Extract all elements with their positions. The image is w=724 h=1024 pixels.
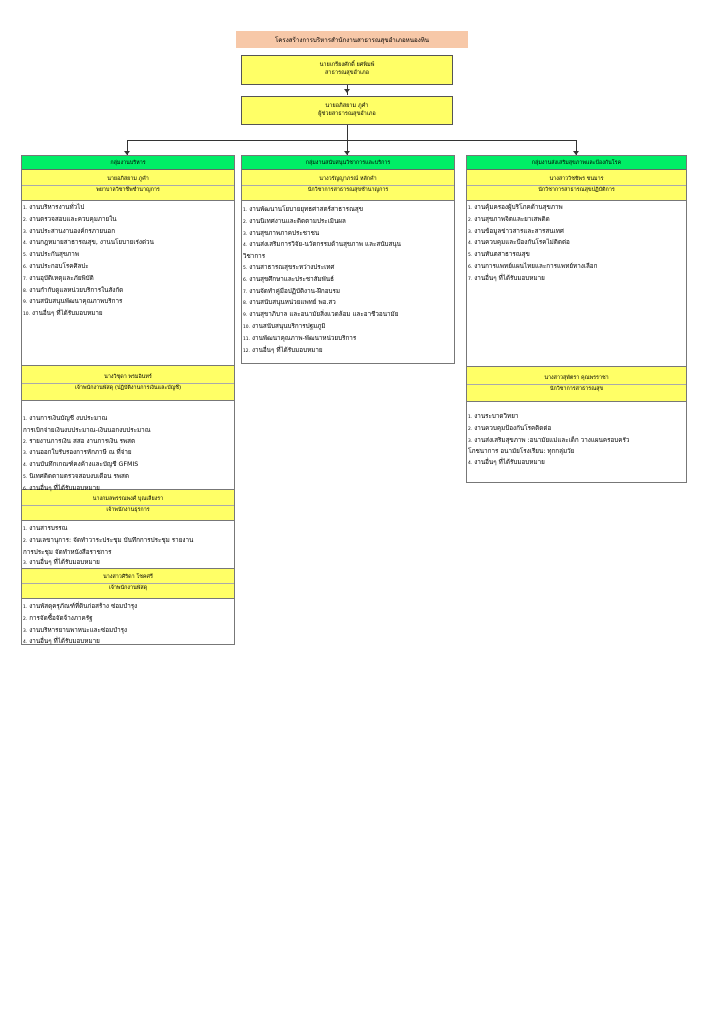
task-item <box>23 238 234 250</box>
task-item <box>468 447 686 458</box>
task-text: งานตรวจสอบและควบคุมภายใน <box>29 215 117 223</box>
task-item <box>23 250 234 262</box>
task-item <box>243 205 454 217</box>
task-text: งานสาธารณสุขระหว่างประเทศ <box>249 263 335 271</box>
head-name: นายอภิสยาม ภูคำ <box>107 175 149 182</box>
task-number: 1. <box>468 415 473 420</box>
task-number: 9. <box>243 313 248 319</box>
task-list <box>22 401 234 492</box>
task-list <box>242 201 454 357</box>
task-number: 6. <box>243 277 248 283</box>
director-box <box>241 55 453 85</box>
task-text: งานการแพทย์แผนไทยและการแพทย์ทางเลือก <box>474 262 598 270</box>
task-text: นิเทศติดตามตรวจสอบงบเดือน รพสต <box>29 472 129 480</box>
task-item <box>23 637 234 649</box>
task-item <box>468 412 686 424</box>
task-text: งานกำกับดูแลหน่วยบริการในสังกัด <box>29 286 124 294</box>
task-number: 2. <box>23 538 28 544</box>
sub-name: นางสาวสุพัตรา คุณพรราชา <box>544 374 609 381</box>
task-number: 3. <box>468 438 473 444</box>
task-list <box>22 521 234 568</box>
group-title: กลุ่มงานสนับสนุนวิชาการและบริการ <box>242 156 454 170</box>
task-number: 5. <box>243 265 248 271</box>
task-number: 12. <box>243 348 250 354</box>
task-item <box>23 203 234 215</box>
task-text: งานคุ้มครองผู้บริโภคด้านสุขภาพ <box>474 204 563 211</box>
task-item <box>243 275 454 287</box>
connector <box>347 125 348 140</box>
task-text: งานออกใบรับรองการหักภาษี ณ ที่จ่าย <box>29 449 132 457</box>
sub-name: นางสาวศิริดา โชคศรี <box>103 574 153 581</box>
task-number: 7. <box>23 276 28 282</box>
group-head <box>242 170 454 201</box>
task-text: งานจัดทำคู่มือปฏิบัติงาน-ฝึกอบรม <box>249 287 341 295</box>
task-text: งานพัฒนานโยบายยุทธศาสตร์สาธารณสุข <box>249 206 364 213</box>
task-number: 1. <box>23 417 28 422</box>
task-item <box>243 287 454 299</box>
task-number: 2. <box>243 219 248 225</box>
deputy-name: นายอภิสยาม ภูคำ <box>325 102 369 109</box>
task-number: 4. <box>23 463 28 469</box>
task-item <box>23 227 234 239</box>
task-item <box>243 252 454 263</box>
task-list <box>467 402 686 470</box>
task-text: งานข้อมูลข่าวสารและสารสนเทศ <box>474 227 564 235</box>
task-item <box>243 240 454 252</box>
task-list <box>467 201 686 366</box>
task-item <box>243 310 454 322</box>
task-item <box>243 229 454 241</box>
task-text: งานอื่นๆ ที่ได้รับมอบหมาย <box>251 346 323 354</box>
task-item <box>23 297 234 309</box>
head-name: นางวรัญญาภรณ์ หลักคำ <box>319 175 377 182</box>
task-item <box>243 334 454 346</box>
task-item <box>23 286 234 298</box>
task-number: 7. <box>468 276 473 282</box>
task-text: การเบิกจ่ายเงินงบประมาณ-เงินนอกงบประมาณ <box>23 426 151 434</box>
head-name: นางสาววิชชิพร ชนมาร <box>549 175 604 182</box>
task-text: งานอื่นๆ ที่ได้รับมอบหมาย <box>29 559 100 567</box>
task-text: งานบันทึกเกณฑ์คงค้างและบัญชี GFMIS <box>29 461 139 469</box>
task-number: 9. <box>23 300 28 306</box>
task-text: งานสุขภาพภาคประชาชน <box>249 229 320 237</box>
task-number: 5. <box>23 474 28 480</box>
task-text: งานกฎหมายสาธารณสุข, งานนโยบายเร่งด่วน <box>29 239 154 247</box>
group-title: กลุ่มงานบริหาร <box>22 156 234 170</box>
task-item <box>23 414 234 426</box>
task-text: การจัดซื้อจัดจ้างภาครัฐ <box>29 614 93 622</box>
sub-position: เจ้าพนักงานพัสดุ <box>108 585 148 591</box>
task-item <box>468 203 686 215</box>
deputy-position: ผู้ช่วยสาธารณสุขอำเภอ <box>318 110 376 117</box>
task-number: 1. <box>23 527 28 532</box>
group-academic-support <box>241 155 455 364</box>
task-text: งานส่งเสริมการวิจัย-นวัตกรรมด้านสุขภาพ และสนับสนุน <box>249 241 401 249</box>
task-item <box>23 460 234 472</box>
task-item <box>468 215 686 227</box>
task-text: งานอุบัติเหตุและภัยพิบัติ <box>29 274 94 282</box>
task-item <box>468 436 686 448</box>
task-text: งานสารบรรณ <box>29 525 68 532</box>
head-position: นักวิชาการสาธารณสุขปฏิบัติการ <box>538 186 615 193</box>
task-item <box>243 263 454 275</box>
group-title: กลุ่มงานส่งเสริมสุขภาพและป้องกันโรค <box>467 156 686 170</box>
task-item <box>243 298 454 310</box>
task-number: 2. <box>468 217 473 223</box>
task-number: 11. <box>243 336 250 342</box>
task-number: 3. <box>23 628 28 634</box>
task-number: 6. <box>468 264 473 270</box>
task-number: 10. <box>23 312 30 318</box>
task-text: งานประสานงานองค์กรภายนอก <box>29 227 116 235</box>
task-item <box>23 215 234 227</box>
task-text: การประชุม จัดทำหนังสือราชการ <box>23 548 112 556</box>
task-number: 8. <box>243 301 248 307</box>
task-number: 1. <box>23 206 28 211</box>
sub-head <box>22 366 234 401</box>
task-item <box>23 614 234 626</box>
task-item <box>23 536 234 548</box>
task-number: 5. <box>23 253 28 259</box>
sub-position: เจ้าพนักงานพัสดุ (ปฏิบัติงานการเงินและบัญชี) <box>74 384 182 391</box>
task-item <box>23 472 234 484</box>
task-text: งานเลขานุการ: จัดทำวาระประชุม บันทึกการประชุม รายงาน <box>29 536 194 544</box>
task-text: งานสุขาภิบาล และอนามัยสิ่งแวดล้อม และอาชีวอนามัย <box>249 311 399 319</box>
task-number: 10. <box>243 324 250 330</box>
deputy-box <box>241 96 453 125</box>
task-item <box>23 426 234 437</box>
task-text: งานควบคุมและป้องกันโรคไม่ติดต่อ <box>474 239 570 247</box>
group-head <box>22 170 234 201</box>
sub-head <box>467 367 686 402</box>
task-text: วิชาการ <box>243 253 266 261</box>
task-number: 8. <box>23 288 28 294</box>
task-text: โภชนาการ อนามัยโรงเรียน: ทุกกลุ่มวัย <box>468 448 575 456</box>
task-item <box>468 274 686 286</box>
sub-head <box>22 569 234 599</box>
task-item <box>23 309 234 321</box>
arrow-down-icon <box>344 89 350 93</box>
task-number: 4. <box>468 241 473 247</box>
task-item <box>468 238 686 250</box>
task-item <box>23 602 234 614</box>
task-text: งานระบาดวิทยา <box>474 413 519 420</box>
task-number: 4. <box>23 640 28 646</box>
task-text: งานการเงินบัญชี งบประมาณ <box>29 415 108 422</box>
sub-name: นางวิชุดา พรมอินทร์ <box>104 373 152 380</box>
group-administration <box>21 155 235 645</box>
task-item <box>468 458 686 470</box>
task-item <box>243 322 454 334</box>
task-text: งานอื่นๆ ที่ได้รับมอบหมาย <box>31 310 103 318</box>
task-text: งานบริหารงานทั่วไป <box>29 204 85 211</box>
task-item <box>23 548 234 559</box>
task-number: 3. <box>23 561 28 567</box>
task-item <box>23 262 234 274</box>
task-list <box>22 599 234 649</box>
task-number: 1. <box>243 208 248 213</box>
task-list <box>22 201 234 365</box>
task-text: งานสุขภาพจิตและยาเสพติด <box>474 215 550 223</box>
task-number: 3. <box>23 451 28 457</box>
connector <box>127 140 576 141</box>
task-number: 2. <box>468 426 473 432</box>
task-number: 7. <box>243 289 248 295</box>
task-text: งานอื่นๆ ที่ได้รับมอบหมาย <box>474 459 545 467</box>
director-name: นายเกรียงศักดิ์ ยศพิมพ์ <box>319 62 375 69</box>
head-position: นักวิชาการสาธารณสุขชำนาญการ <box>307 186 389 193</box>
sub-name: นางกมลพรรณพงศ์ บุณเลียงรา <box>92 495 164 502</box>
task-number: 6. <box>23 264 28 270</box>
task-number: 3. <box>468 229 473 235</box>
task-number: 3. <box>23 229 28 235</box>
task-text: งานสนับสนุนบริการปฐมภูมิ <box>251 322 326 330</box>
task-item <box>23 437 234 449</box>
group-head <box>467 170 686 201</box>
chart-title: โครงสร้างการบริหารสำนักงานสาธารณสุขอำเภอหนองหิน <box>236 31 468 48</box>
task-text: งานอื่นๆ ที่ได้รับมอบหมาย <box>29 484 100 492</box>
task-number: 1. <box>23 605 28 610</box>
task-text: งานอื่นๆ ที่ได้รับมอบหมาย <box>474 274 545 282</box>
task-number: 5. <box>468 253 473 259</box>
group-health-promotion <box>466 155 687 483</box>
task-text: รายงานการเงิน สสอ งานการเงิน รพสต <box>29 437 136 445</box>
task-text: งานสนับสนุนพัฒนาคุณภาพบริการ <box>29 298 123 306</box>
task-text: งานพัสดุครุภัณฑ์ที่ดินก่อสร้าง ซ่อมบำรุง <box>29 603 138 610</box>
task-text: งานพัฒนาคุณภาพ-พัฒนาหน่วยบริการ <box>251 334 357 342</box>
task-text: งานอื่นๆ ที่ได้รับมอบหมาย <box>29 638 100 646</box>
task-item <box>23 274 234 286</box>
task-text: งานสนับสนุนหน่วยแพทย์ พอ.สว <box>249 299 336 307</box>
task-item <box>468 227 686 239</box>
task-number: 2. <box>23 439 28 445</box>
task-number: 6. <box>23 486 28 492</box>
task-number: 4. <box>468 461 473 467</box>
task-number: 2. <box>23 217 28 223</box>
task-number: 3. <box>243 231 248 237</box>
task-item <box>243 346 454 358</box>
task-item <box>468 262 686 274</box>
task-number: 2. <box>23 616 28 622</box>
task-text: งานสุขศึกษาและประชาสัมพันธ์ <box>249 275 334 283</box>
task-item <box>23 626 234 638</box>
task-text: งานประกอบโรคศิลปะ <box>29 262 89 270</box>
task-item <box>23 524 234 536</box>
sub-position: เจ้าพนักงานธุรการ <box>106 506 150 513</box>
task-item <box>468 250 686 262</box>
task-text: งานนิเทศงานและติดตามประเมินผล <box>249 217 346 225</box>
task-text: งานส่งเสริมสุขภาพ :อนามัยแม่และเด็ก วางแผนครอบครัว <box>474 436 630 444</box>
director-position: สาธารณสุขอำเภอ <box>324 70 369 76</box>
task-text: งานทันตสาธารณสุข <box>474 251 530 259</box>
task-text: งานบริหารยานพาหนะและซ่อมบำรุง <box>29 626 128 634</box>
sub-position: นักวิชาการสาธารณสุข <box>549 385 604 392</box>
task-item <box>23 448 234 460</box>
task-text: งานประกันสุขภาพ <box>29 251 79 259</box>
task-number: 4. <box>243 243 248 249</box>
task-text: งานควบคุมป้องกันโรคติดต่อ <box>474 424 552 432</box>
head-position: พยาบาลวิชาชีพชำนาญการ <box>96 186 160 193</box>
task-number: 4. <box>23 241 28 247</box>
task-number: 1. <box>468 206 473 211</box>
task-item <box>468 424 686 436</box>
task-item <box>243 217 454 229</box>
